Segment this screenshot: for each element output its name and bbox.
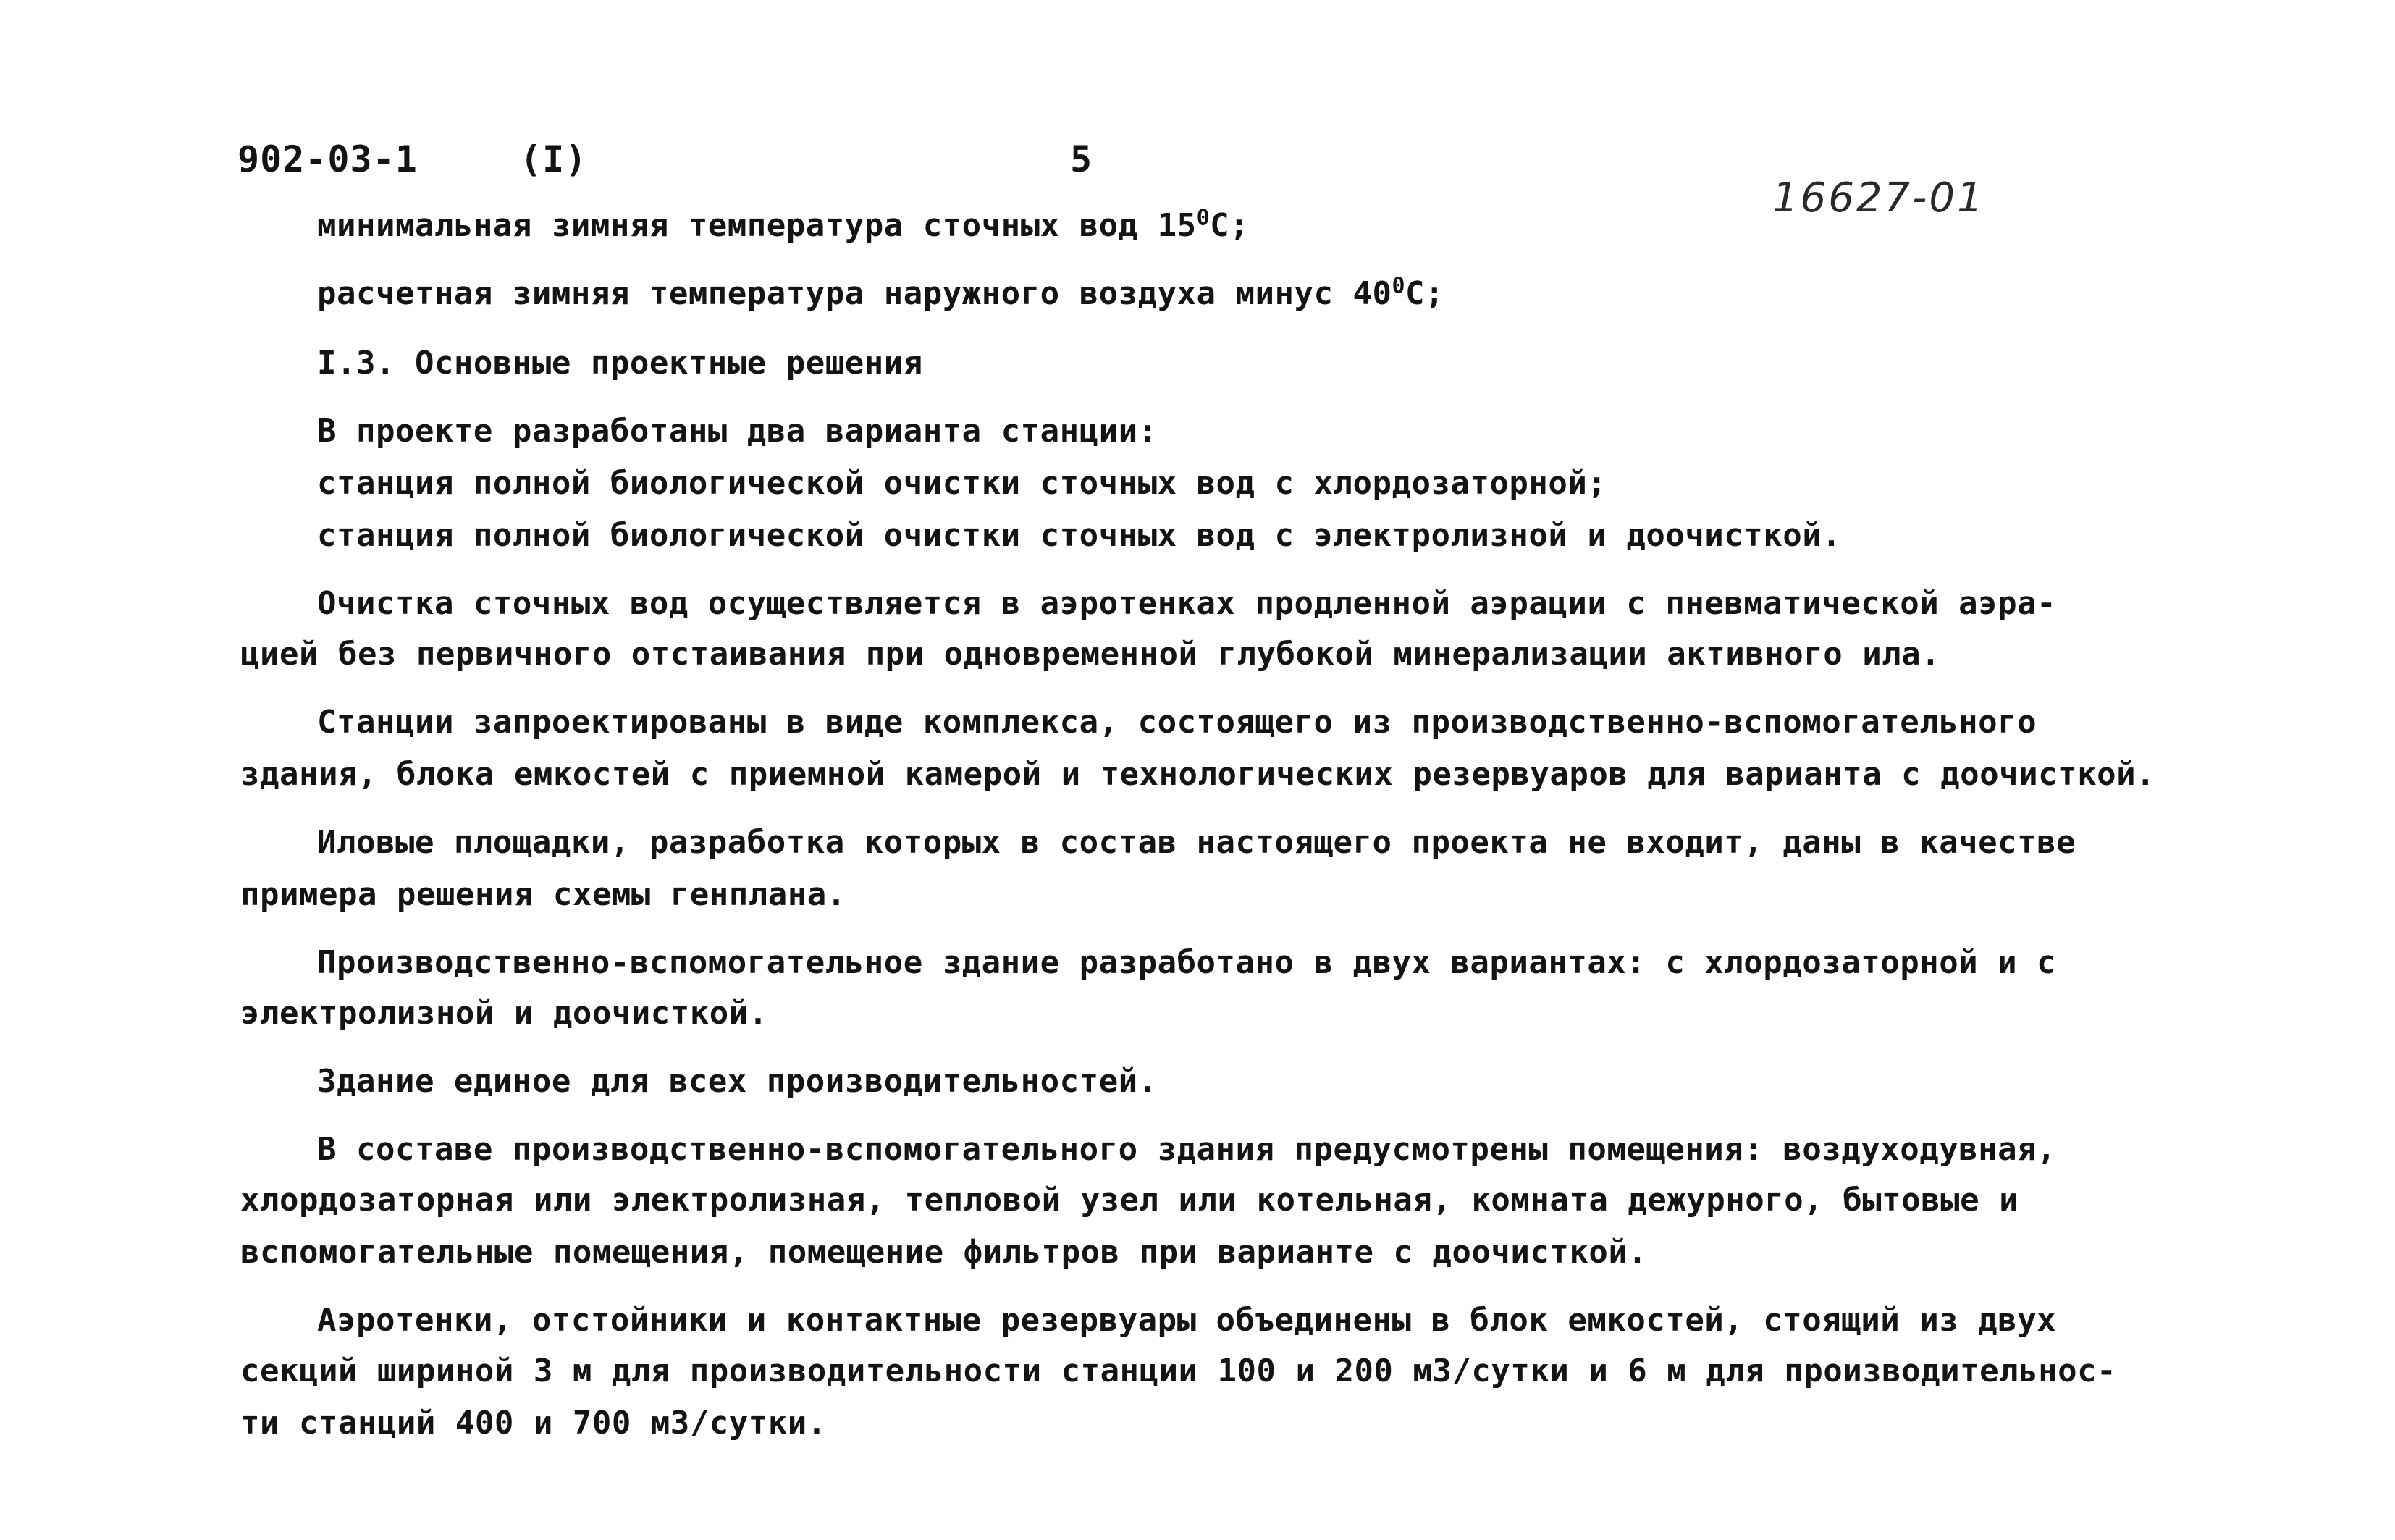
text-line-2-unit: С; [1405,275,1445,312]
text-line-16: В составе производственно-вспомогательного здания предусмотрены помещения: воздуходувная, [317,1131,2057,1168]
text-line-6: станция полной биологической очистки сточных вод с электролизной и доочисткой. [317,517,1842,554]
doc-code: 902-03-1 [237,138,418,180]
text-line-1-main: минимальная зимняя температура сточных вод 15 [317,207,1197,244]
text-line-1-unit: С; [1210,207,1250,244]
handwritten-number: 16627-01 [1772,174,1985,222]
degree-superscript-1: 0 [1196,205,1211,231]
text-line-2 [317,274,1444,314]
text-line-5: станция полной биологической очистки сточных вод с хлордозаторной; [317,465,1607,502]
text-line-21: ти станций 400 и 700 м3/сутки. [240,1405,827,1442]
text-line-2-main: расчетная зимняя температура наружного воздуха минус 40 [317,275,1392,312]
text-line-13: Производственно-вспомогательное здание разработано в двух вариантах: с хлордозаторной и с [317,944,2057,981]
page-number: 5 [1070,138,1093,180]
text-line-11: Иловые площадки, разработка которых в состав настоящего проекта не входит, даны в качестве [317,824,2076,861]
degree-superscript-2: 0 [1392,273,1406,299]
text-line-4: В проекте разработаны два варианта станции: [317,413,1158,450]
text-line-10: здания, блока емкостей с приемной камерой и технологических резервуаров для варианта с доочисткой. [240,756,2156,793]
text-line-19: Аэротенки, отстойники и контактные резервуары объединены в блок емкостей, стоящий из двух [317,1302,2057,1339]
text-line-18: вспомогательные помещения, помещение фильтров при варианте с доочисткой. [240,1234,1648,1271]
section-heading: I.3. Основные проектные решения [317,345,923,382]
text-line-20: секций шириной 3 м для производительности станции 100 и 200 м3/сутки и 6 м для производительнос- [240,1352,2117,1389]
text-line-15: Здание единое для всех производительностей. [317,1063,1158,1100]
text-line-7: Очистка сточных вод осуществляется в аэротенках продленной аэрации с пневматической аэра- [317,585,2057,622]
text-line-17: хлордозаторная или электролизная, тепловой узел или котельная, комната дежурного, бытовые и [240,1182,2019,1219]
text-line-9: Станции запроектированы в виде комплекса, состоящего из производственно-вспомогательного [317,704,2037,741]
text-line-14: электролизной и доочисткой. [240,995,768,1032]
text-line-1 [317,206,1249,246]
doc-part: (I) [520,138,588,180]
text-line-8: цией без первичного отстаивания при одновременной глубокой минерализации активного ила. [240,636,1941,673]
text-line-12: примера решения схемы генплана. [240,876,846,913]
